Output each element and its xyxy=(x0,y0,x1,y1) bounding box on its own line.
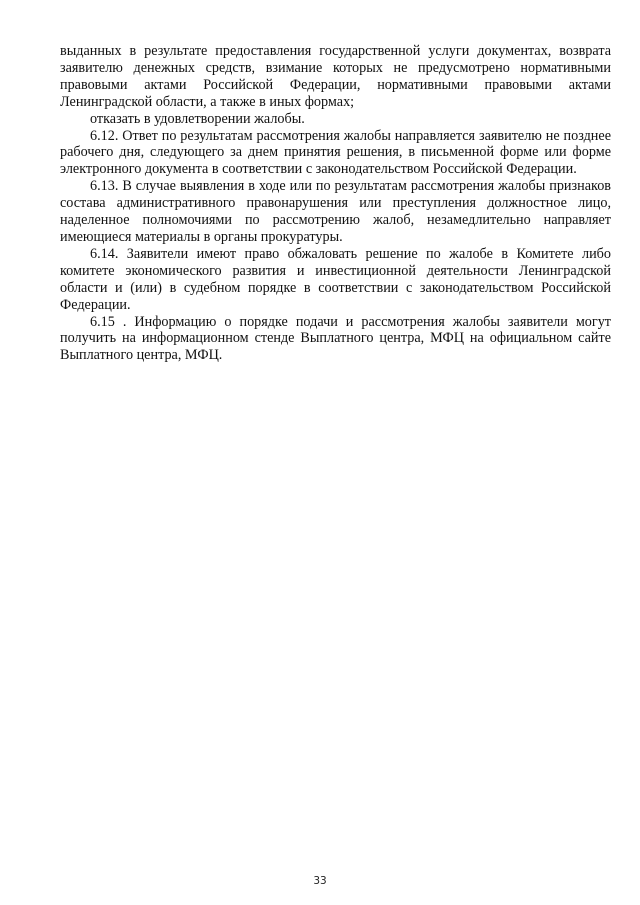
paragraph-continuation: выданных в результате предоставления государственной услуги документах, возврата заявителю денежных средств, взимание которых не предусмотрено нормативными правовыми актами Российской Федерации, нормативными правовыми актами Ленинградской области, а также в иных формах; xyxy=(60,43,611,110)
paragraph-6-12: 6.12. Ответ по результатам рассмотрения жалобы направляется заявителю не позднее рабочего дня, следующего за днем принятия решения, в письменной форме или форме электронного документа в соответствии с законодательством Российской Федерации. xyxy=(60,127,611,178)
paragraph-6-15: 6.15 . Информацию о порядке подачи и рассмотрения жалобы заявители могут получить на информационном стенде Выплатного центра, МФЦ на официальном сайте Выплатного центра, МФЦ. xyxy=(60,313,611,364)
paragraph-refuse-complaint: отказать в удовлетворении жалобы. xyxy=(90,110,305,127)
paragraph-6-14: 6.14. Заявители имеют право обжаловать решение по жалобе в Комитете либо комитете экономического развития и инвестиционной деятельности Ленинградской области и (или) в судебном порядке в соответствии с законодательством Российской Федерации. xyxy=(60,245,611,313)
document-body xyxy=(60,43,611,364)
page-number: 33 xyxy=(313,875,327,887)
paragraph-6-13: 6.13. В случае выявления в ходе или по результатам рассмотрения жалобы признаков состава административного правонарушения или преступления должностное лицо, наделенное полномочиями по рассмотрению жалоб, незамедлительно направляет имеющиеся материалы в органы прокуратуры. xyxy=(60,178,611,245)
